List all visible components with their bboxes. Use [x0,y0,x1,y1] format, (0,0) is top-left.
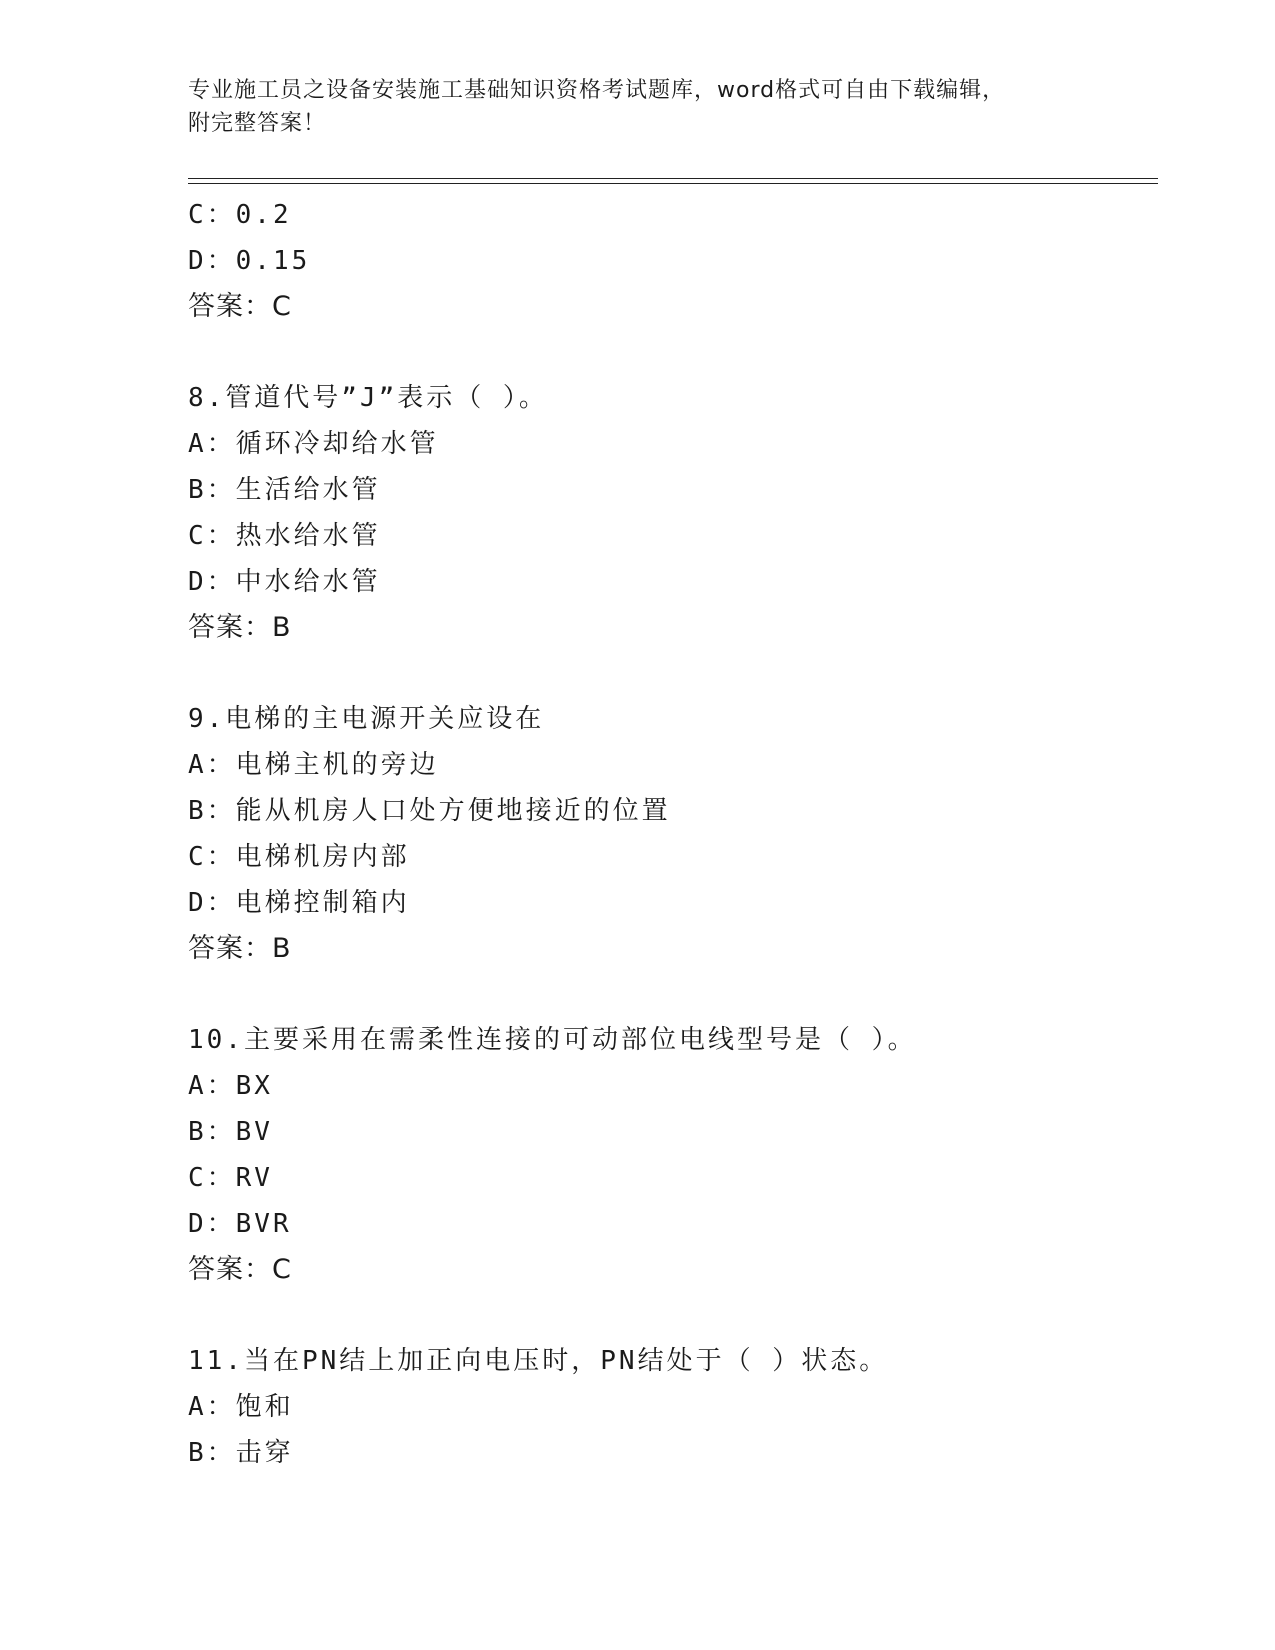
option-line: A：循环冷却给水管 [188,429,439,459]
answer-line: 答案：C [188,1254,292,1285]
option-line: D：中水给水管 [188,567,381,597]
spacer [188,1293,1158,1338]
question-content [188,192,1158,1476]
option-line: C：0.2 [188,200,292,230]
answer-line: 答案：C [188,291,292,322]
answer-line: 答案：B [188,933,292,964]
header-divider-top [188,178,1158,179]
option-line: B：能从机房人口处方便地接近的位置 [188,796,671,826]
option-line: C：电梯机房内部 [188,842,410,872]
spacer [188,651,1158,696]
header-divider-bottom [188,183,1158,184]
option-line: B：击穿 [188,1438,294,1468]
option-line: D：0.15 [188,246,311,276]
option-line: B：BV [188,1117,273,1147]
option-line: C：RV [188,1163,273,1193]
option-line: A：BX [188,1071,273,1101]
spacer [188,330,1158,375]
document-header [188,74,1088,140]
option-line: A：电梯主机的旁边 [188,750,439,780]
question-stem: 10.主要采用在需柔性连接的可动部位电线型号是（ ）。 [188,1025,917,1055]
header-line-1: 专业施工员之设备安装施工基础知识资格考试题库，word格式可自由下载编辑， [188,78,1006,103]
header-line-2: 附完整答案！ [188,111,327,136]
option-line: B：生活给水管 [188,475,381,505]
option-line: A：饱和 [188,1392,294,1422]
question-stem: 11.当在PN结上加正向电压时，PN结处于（ ）状态。 [188,1346,889,1376]
option-line: D：电梯控制箱内 [188,888,410,918]
option-line: C：热水给水管 [188,521,381,551]
question-stem: 9.电梯的主电源开关应设在 [188,704,545,734]
option-line: D：BVR [188,1209,292,1239]
spacer [188,972,1158,1017]
answer-line: 答案：B [188,612,292,643]
question-stem: 8.管道代号”J”表示（ ）。 [188,383,548,413]
